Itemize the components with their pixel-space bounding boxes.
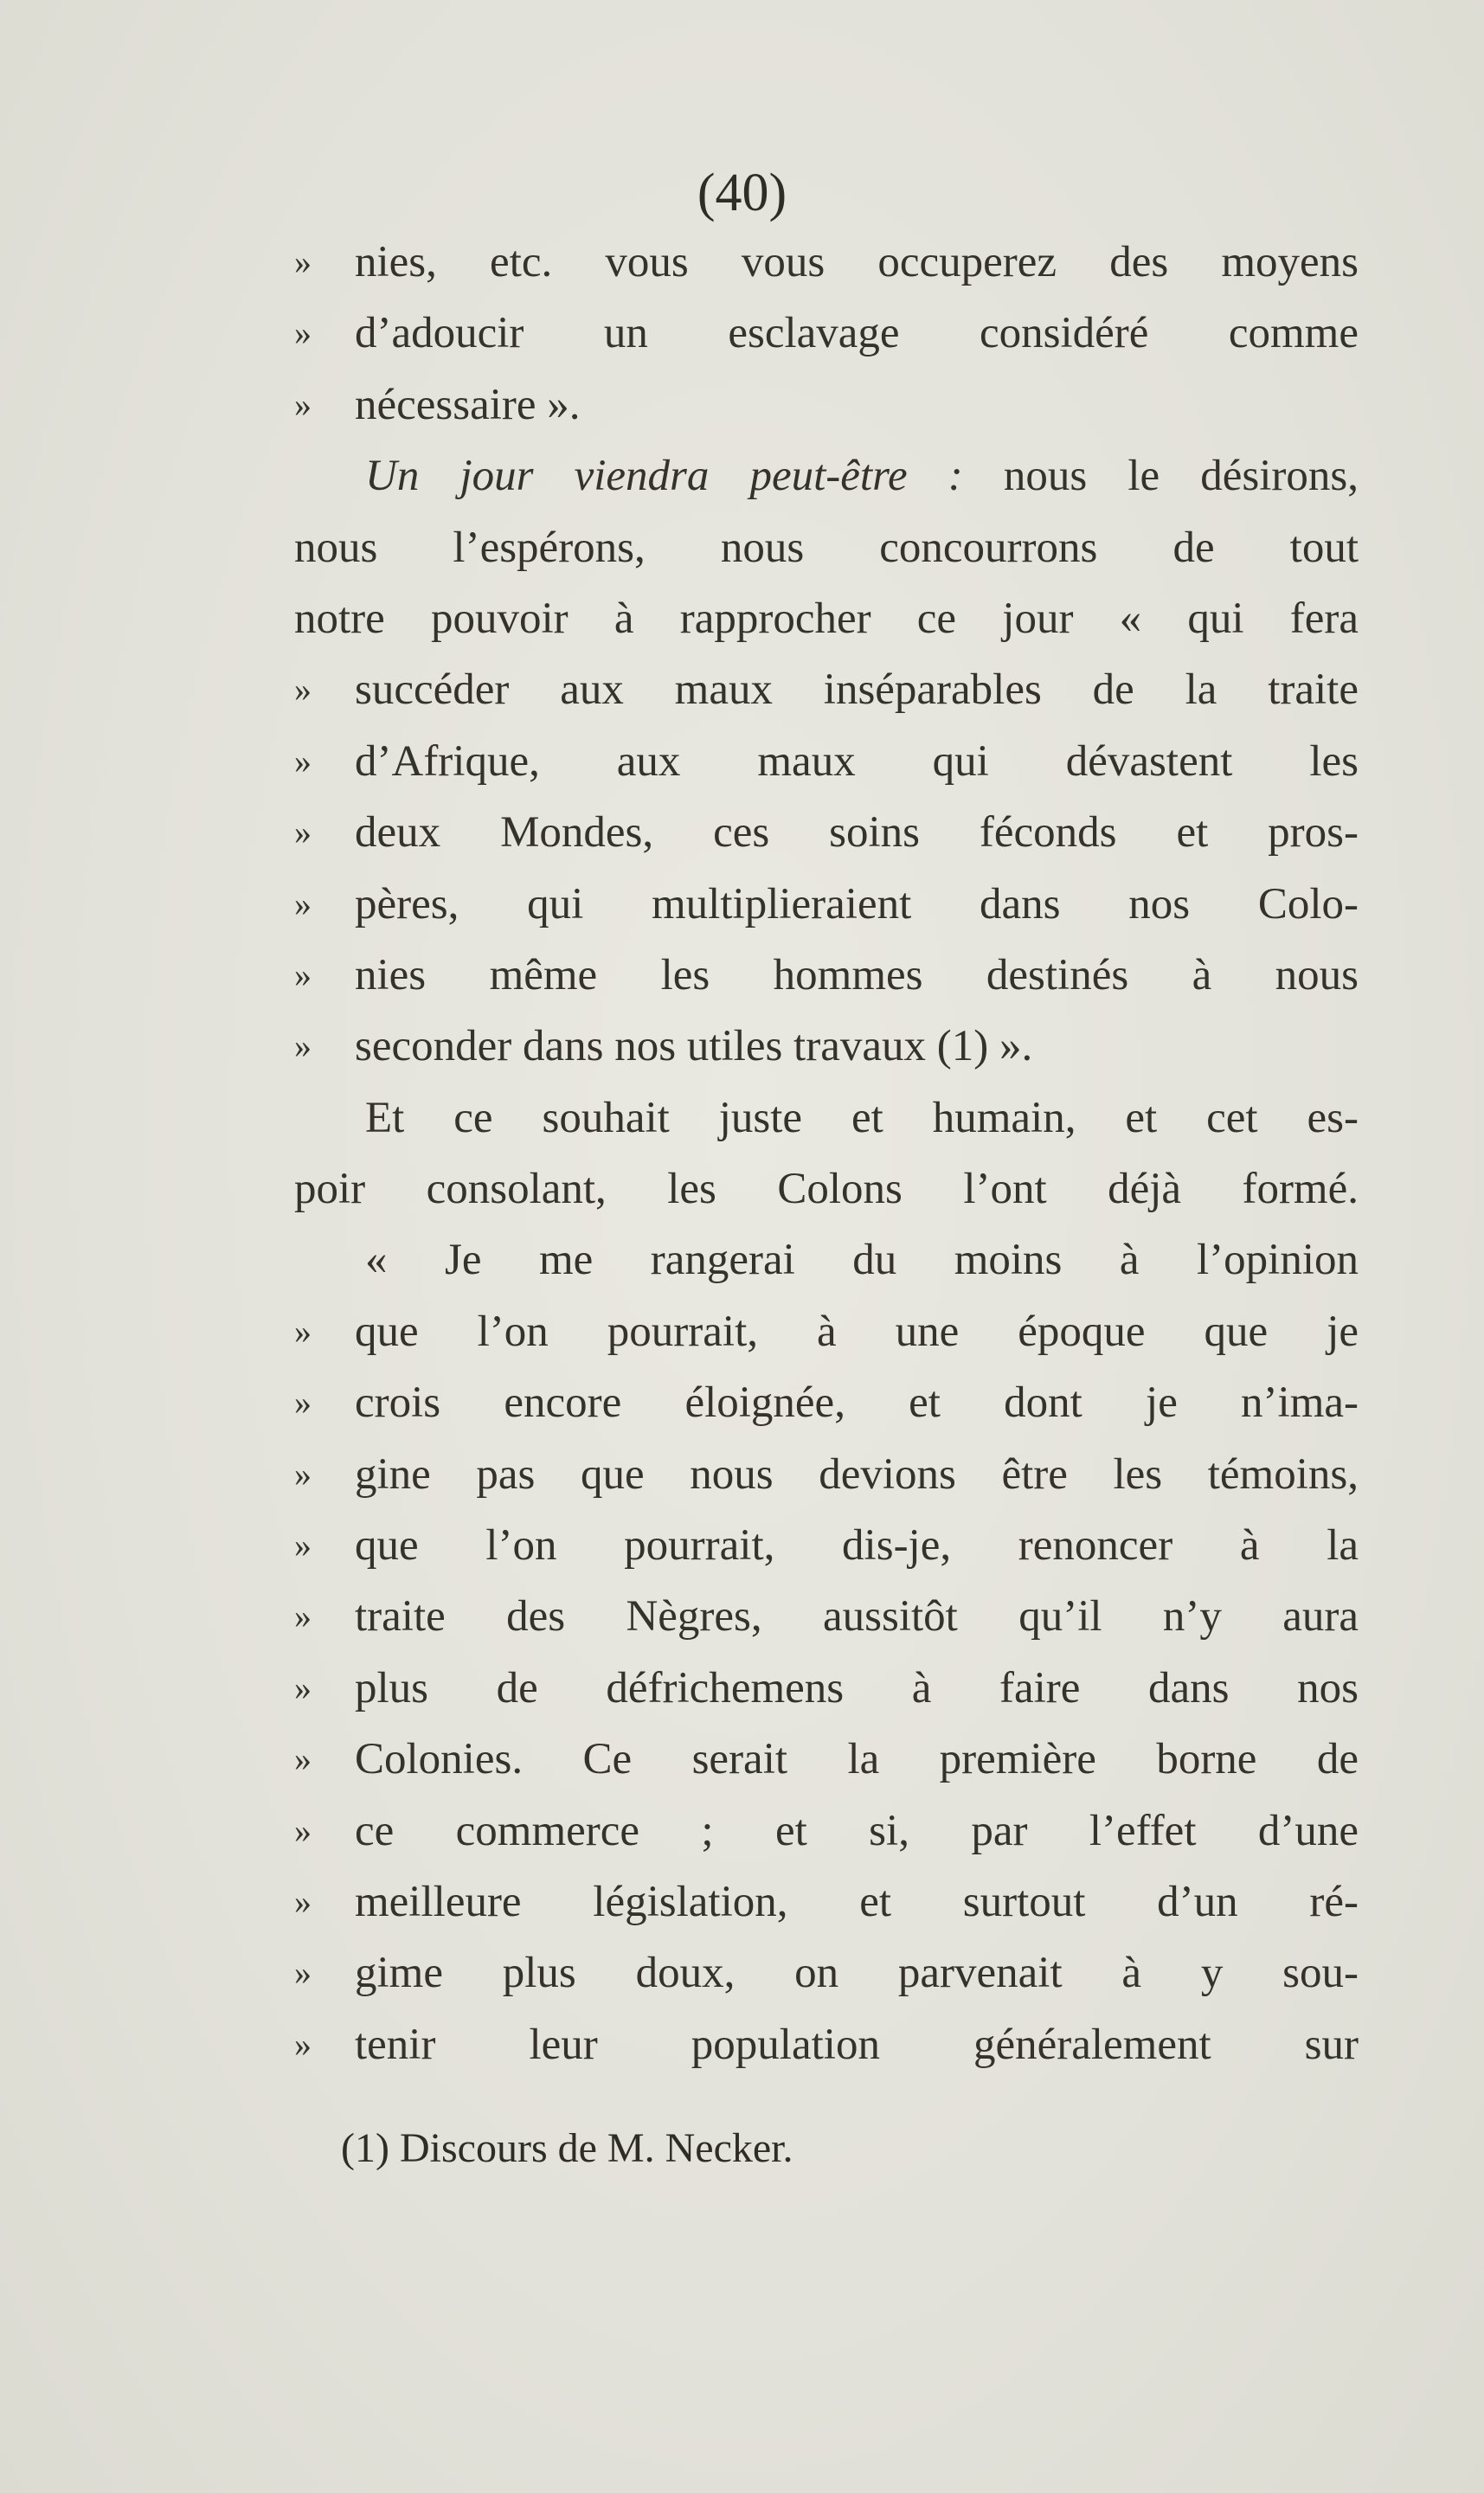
page-number: (40) [697,164,787,222]
guillemet: » [294,1383,312,1423]
line-text: tenir leur population généralement sur [355,2020,1359,2069]
line-text: que l’on pourrait, dis-je, renoncer à la [355,1521,1359,1571]
line-text: gime plus doux, on parvenait à y sou- [355,1949,1359,1998]
guillemet: » [294,670,312,710]
line-text: deux Mondes, ces soins féconds et pros- [355,808,1359,858]
text-line [294,1937,1359,2008]
guillemet: » [294,384,312,424]
guillemet: » [294,1953,312,1993]
guillemet: » [294,242,312,281]
line-text: nécessaire ». [355,380,581,429]
text-line [294,1011,1359,1082]
guillemet: » [294,741,312,781]
line-text: d’Afrique, aux maux qui dévastent les [355,736,1359,786]
line-text: nies, etc. vous vous occuperez des moyens [355,238,1359,286]
line-text: meilleure législation, et surtout d’un ré- [355,1877,1359,1926]
line-text: notre pouvoir à rapprocher ce jour « qui fera [294,594,1359,643]
line-text: traite des Nègres, aussitôt qu’il n’y aura [355,1592,1359,1642]
text-line [294,369,1359,440]
line-text: Colonies. Ce serait la première borne de [355,1735,1359,1784]
line-text: d’adoucir un esclavage considéré comme [355,309,1359,358]
text-line [294,940,1359,1011]
text-line [294,1796,1359,1867]
text-line [294,1510,1359,1581]
guillemet: » [294,954,312,994]
line-text: succéder aux maux inséparables de la traite [355,665,1359,715]
text-line [294,797,1359,868]
line-text: Et ce souhait juste et humain, et cet es- [365,1093,1359,1142]
line-text: gine pas que nous devions être les témoins, [355,1449,1359,1499]
text-line [294,1296,1359,1367]
text-line [294,512,1359,583]
line-text: pères, qui multiplieraient dans nos Colo- [355,879,1359,928]
guillemet: » [294,1667,312,1707]
guillemet: » [294,1454,312,1494]
line-text-rest: nous le désirons, [1003,452,1359,501]
text-line [294,583,1359,654]
text-line [294,1153,1359,1224]
guillemet: » [294,1881,312,1921]
line-text: crois encore éloignée, et dont je n’ima- [355,1378,1359,1428]
line-text: ce commerce ; et si, par l’effet d’une [355,1806,1359,1855]
text-line [294,1439,1359,1510]
text-line [294,1653,1359,1724]
text-line [294,227,1359,298]
text-line [294,440,1359,511]
text-line [294,1224,1359,1295]
guillemet: » [294,813,312,852]
text-line [294,298,1359,369]
line-text: poir consolant, les Colons l’ont déjà formé. [294,1165,1359,1214]
text-line [294,1581,1359,1652]
guillemet: » [294,1739,312,1779]
text-line [294,1867,1359,1937]
guillemet: » [294,1311,312,1351]
line-text: « Je me rangerai du moins à l’opinion [365,1236,1359,1285]
guillemet: » [294,1810,312,1850]
guillemet: » [294,2024,312,2064]
line-text: que l’on pourrait, à une époque que je [355,1307,1359,1356]
guillemet: » [294,1597,312,1636]
guillemet: » [294,883,312,923]
text-line [294,1724,1359,1795]
text-line [294,726,1359,797]
text-line [294,654,1359,725]
body-text [294,227,1359,2080]
line-text: seconder dans nos utiles travaux (1) ». [355,1022,1033,1071]
italic-phrase: Un jour viendra peut-être : [365,452,963,501]
line-text: nies même les hommes destinés à nous [355,950,1359,999]
guillemet: » [294,1026,312,1066]
line-text: nous l’espérons, nous concourrons de tout [294,523,1359,572]
footnote: (1) Discours de M. Necker. [341,2125,793,2171]
guillemet: » [294,1526,312,1565]
guillemet: » [294,313,312,353]
line-text: plus de défrichemens à faire dans nos [355,1663,1359,1712]
text-line [294,1367,1359,1438]
text-line [294,869,1359,940]
text-line [294,2009,1359,2080]
line-text [365,440,1359,511]
text-line [294,1083,1359,1153]
